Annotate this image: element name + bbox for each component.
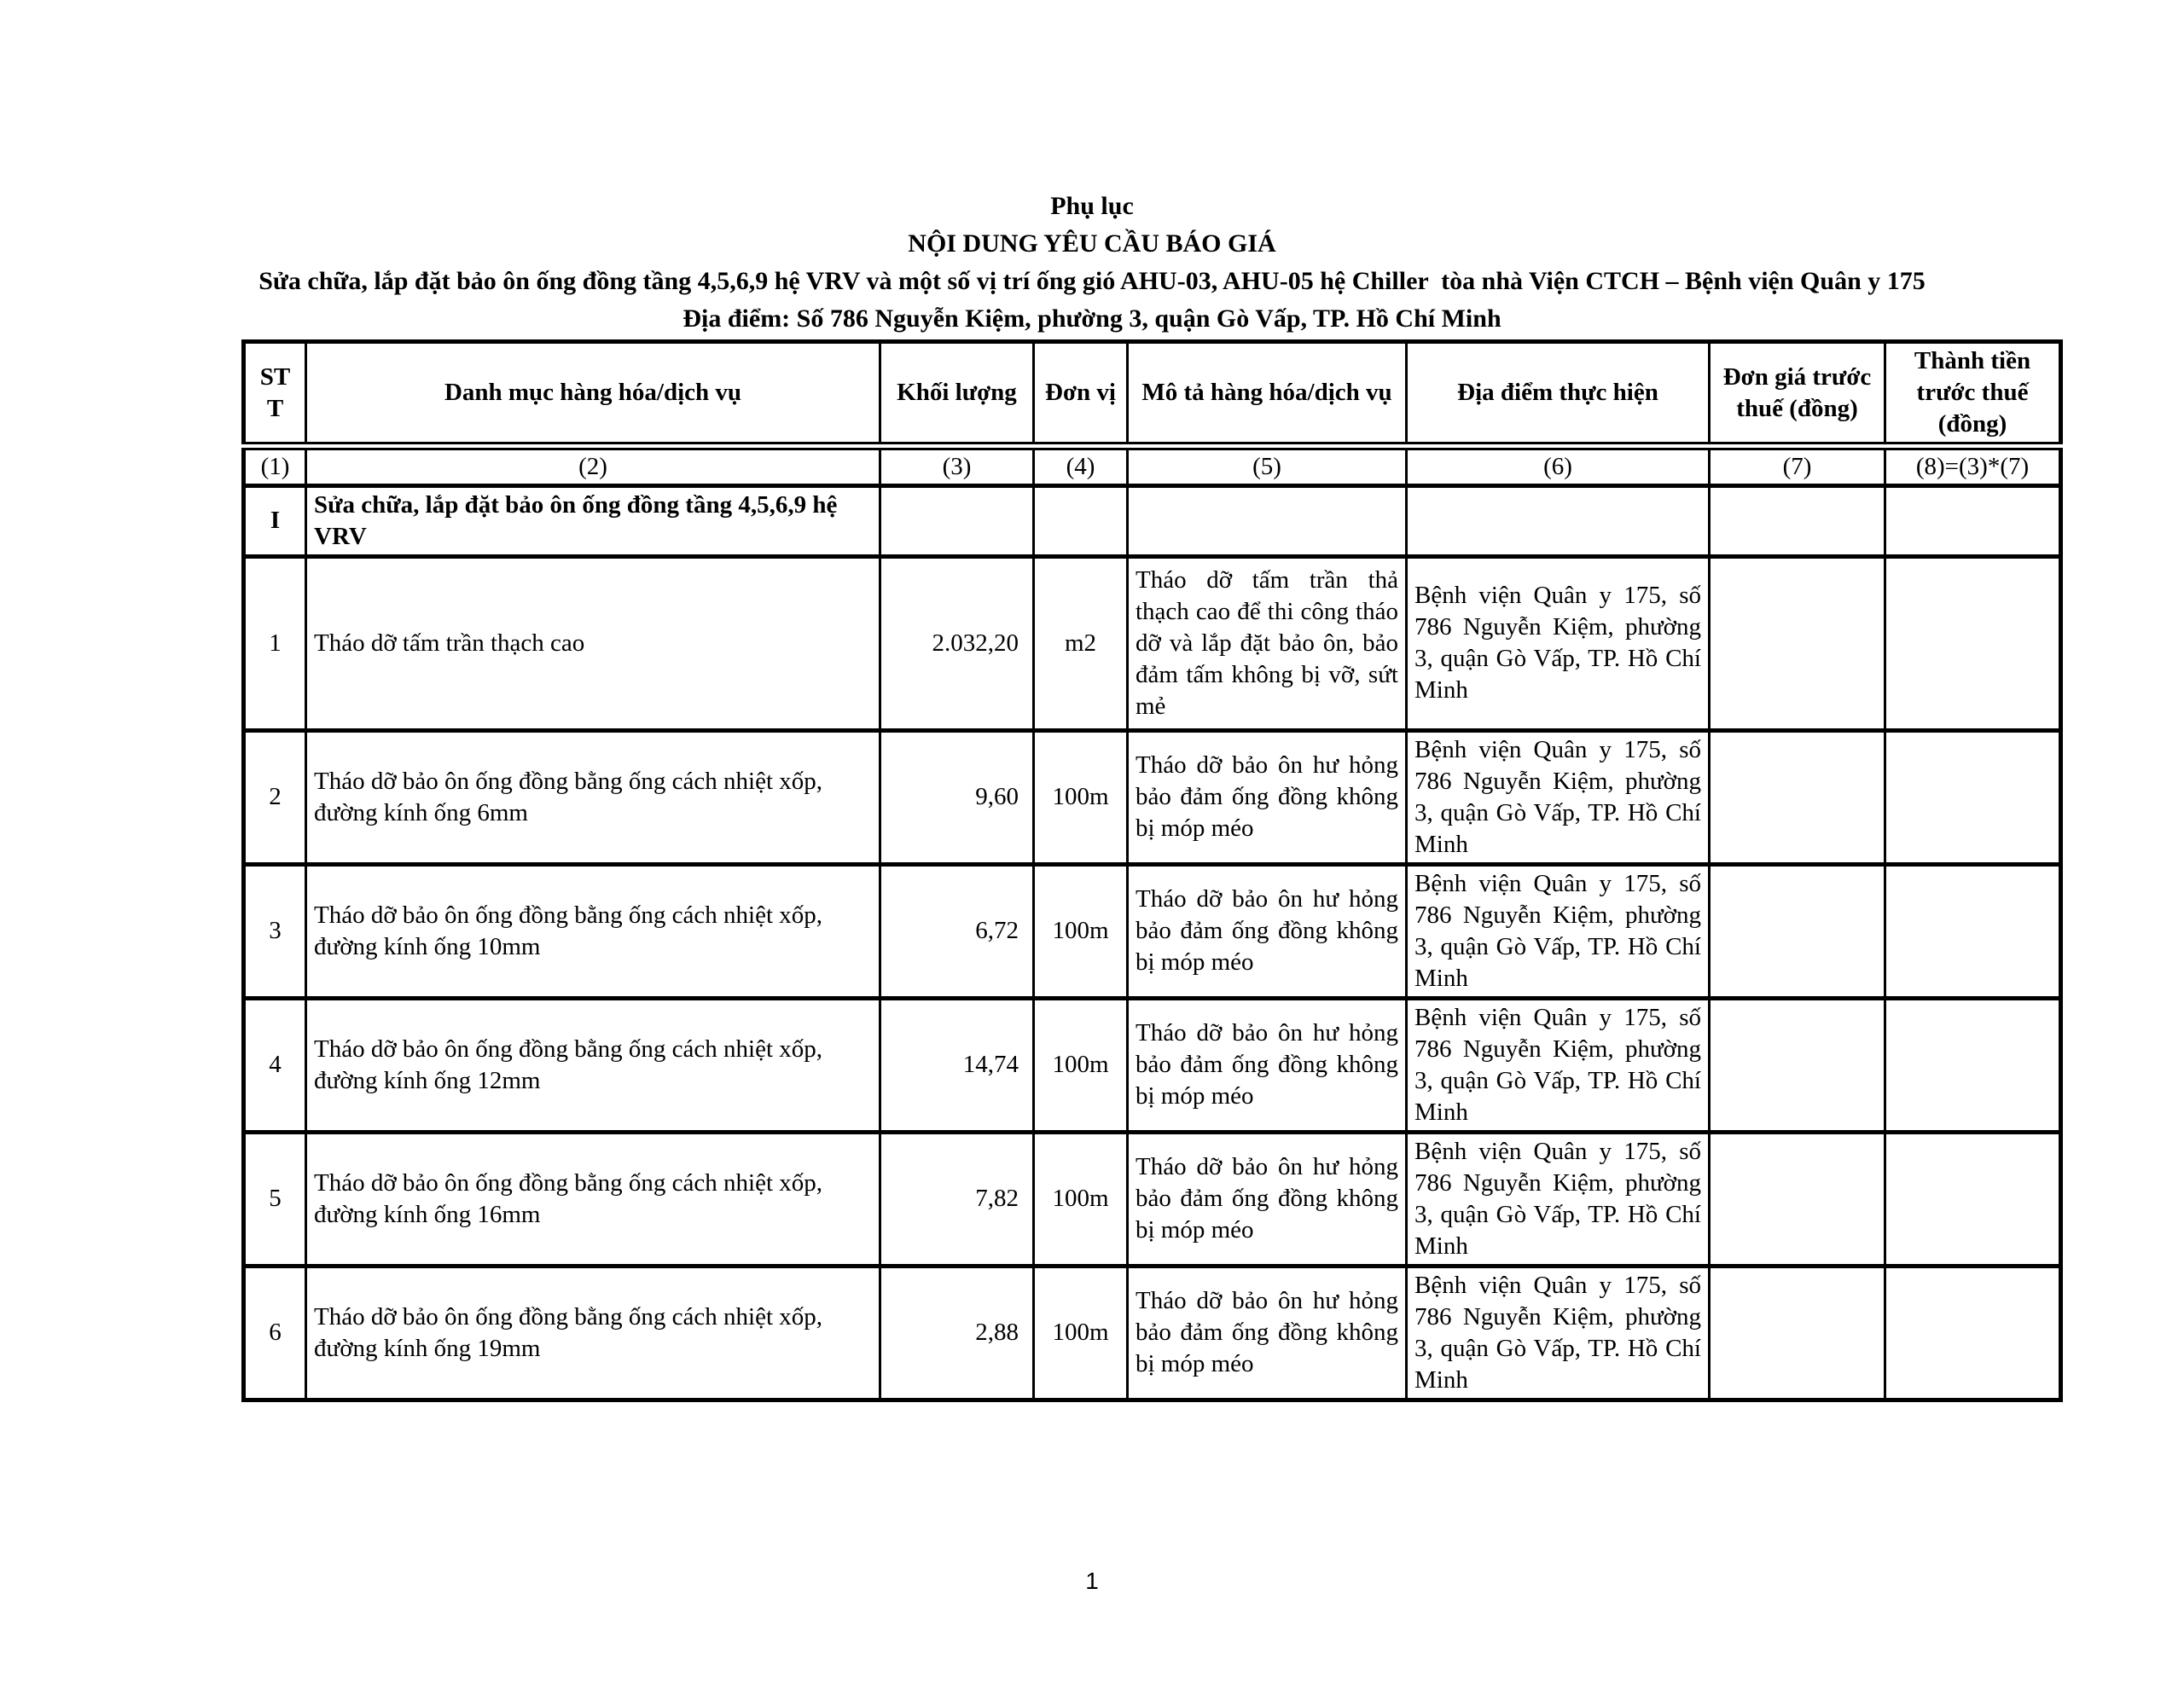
col-number: (5) [1128, 446, 1407, 485]
row-quantity: 2,88 [880, 1266, 1034, 1400]
empty-cell [1885, 485, 2061, 556]
row-unit-price [1710, 556, 1885, 730]
document-title: NỘI DUNG YÊU CẦU BÁO GIÁ [908, 229, 1276, 258]
column-number-row [244, 446, 2061, 485]
row-stt: 5 [244, 1132, 306, 1266]
row-location: Bệnh viện Quân y 175, số 786 Nguyễn Kiệm, phường 3, quận Gò Vấp, TP. Hồ Chí Minh [1407, 1266, 1710, 1400]
section-name: Sửa chữa, lắp đặt bảo ôn ống đồng tầng 4,5,6,9 hệ VRV [306, 485, 880, 556]
empty-cell [880, 485, 1034, 556]
row-unit-price [1710, 1132, 1885, 1266]
row-quantity: 14,74 [880, 998, 1034, 1132]
row-description: Tháo dỡ bảo ôn hư hỏng bảo đảm ống đồng không bị móp méo [1128, 1266, 1407, 1400]
row-description: Tháo dỡ bảo ôn hư hỏng bảo đảm ống đồng không bị móp méo [1128, 998, 1407, 1132]
row-item-name: Tháo dỡ bảo ôn ống đồng bằng ống cách nhiệt xốp, đường kính ống 12mm [306, 998, 880, 1132]
row-total [1885, 730, 2061, 864]
col-header-unit: Đơn vị [1034, 342, 1128, 447]
col-header-description: Mô tả hàng hóa/dịch vụ [1128, 342, 1407, 447]
row-stt: 6 [244, 1266, 306, 1400]
col-header-stt: STT [244, 342, 306, 447]
row-stt: 2 [244, 730, 306, 864]
row-item-name: Tháo dỡ bảo ôn ống đồng bằng ống cách nhiệt xốp, đường kính ống 10mm [306, 864, 880, 998]
row-quantity: 2.032,20 [880, 556, 1034, 730]
header-row [244, 342, 2061, 447]
table-row [244, 1132, 2061, 1266]
appendix-label: Phụ lục [1050, 192, 1134, 220]
col-header-quantity: Khối lượng [880, 342, 1034, 447]
document-location-line: Địa điểm: Số 786 Nguyễn Kiệm, phường 3, quận Gò Vấp, TP. Hồ Chí Minh [682, 304, 1502, 333]
row-description: Tháo dỡ bảo ôn hư hỏng bảo đảm ống đồng không bị móp méo [1128, 864, 1407, 998]
row-item-name: Tháo dỡ bảo ôn ống đồng bằng ống cách nhiệt xốp, đường kính ống 19mm [306, 1266, 880, 1400]
row-unit: 100m [1034, 998, 1128, 1132]
row-unit: m2 [1034, 556, 1128, 730]
table-row [244, 1266, 2061, 1400]
row-location: Bệnh viện Quân y 175, số 786 Nguyễn Kiệm, phường 3, quận Gò Vấp, TP. Hồ Chí Minh [1407, 864, 1710, 998]
row-stt: 3 [244, 864, 306, 998]
row-item-name: Tháo dỡ bảo ôn ống đồng bằng ống cách nhiệt xốp, đường kính ống 16mm [306, 1132, 880, 1266]
row-unit: 100m [1034, 864, 1128, 998]
row-location: Bệnh viện Quân y 175, số 786 Nguyễn Kiệm, phường 3, quận Gò Vấp, TP. Hồ Chí Minh [1407, 556, 1710, 730]
row-total [1885, 556, 2061, 730]
col-number: (3) [880, 446, 1034, 485]
table-row [244, 998, 2061, 1132]
section-stt: I [244, 485, 306, 556]
document-scope-line: Sửa chữa, lắp đặt bảo ôn ống đồng tầng 4,5,6,9 hệ VRV và một số vị trí ống gió AHU-03, AHU-05 hệ Chiller tòa nhà Viện CTCH – Bệnh viện Quân y 175 [258, 267, 1926, 295]
empty-cell [1407, 485, 1710, 556]
row-description: Tháo dỡ bảo ôn hư hỏng bảo đảm ống đồng không bị móp méo [1128, 1132, 1407, 1266]
row-unit-price [1710, 864, 1885, 998]
col-header-unit-price: Đơn giá trước thuế (đồng) [1710, 342, 1885, 447]
empty-cell [1128, 485, 1407, 556]
quotation-table [241, 339, 2063, 1402]
row-unit-price [1710, 1266, 1885, 1400]
col-number: (6) [1407, 446, 1710, 485]
col-header-item: Danh mục hàng hóa/dịch vụ [306, 342, 880, 447]
row-description: Tháo dỡ tấm trần thả thạch cao để thi công tháo dỡ và lắp đặt bảo ôn, bảo đảm tấm không bị vỡ, sứt mẻ [1128, 556, 1407, 730]
row-unit-price [1710, 730, 1885, 864]
col-number: (7) [1710, 446, 1885, 485]
row-description: Tháo dỡ bảo ôn hư hỏng bảo đảm ống đồng không bị móp méo [1128, 730, 1407, 864]
empty-cell [1710, 485, 1885, 556]
table-row [244, 864, 2061, 998]
col-header-total: Thành tiền trước thuế (đồng) [1885, 342, 2061, 447]
row-stt: 4 [244, 998, 306, 1132]
row-quantity: 7,82 [880, 1132, 1034, 1266]
row-location: Bệnh viện Quân y 175, số 786 Nguyễn Kiệm, phường 3, quận Gò Vấp, TP. Hồ Chí Minh [1407, 730, 1710, 864]
row-total [1885, 1266, 2061, 1400]
col-number: (1) [244, 446, 306, 485]
row-total [1885, 998, 2061, 1132]
row-quantity: 6,72 [880, 864, 1034, 998]
col-number: (4) [1034, 446, 1128, 485]
section-row [244, 485, 2061, 556]
col-header-location: Địa điểm thực hiện [1407, 342, 1710, 447]
row-total [1885, 1132, 2061, 1266]
col-number: (2) [306, 446, 880, 485]
row-item-name: Tháo dỡ tấm trần thạch cao [306, 556, 880, 730]
row-unit-price [1710, 998, 1885, 1132]
page-number: 1 [1085, 1568, 1099, 1594]
table-row [244, 556, 2061, 730]
col-number: (8)=(3)*(7) [1885, 446, 2061, 485]
row-location: Bệnh viện Quân y 175, số 786 Nguyễn Kiệm, phường 3, quận Gò Vấp, TP. Hồ Chí Minh [1407, 998, 1710, 1132]
empty-cell [1034, 485, 1128, 556]
document-header [0, 188, 2184, 338]
row-unit: 100m [1034, 730, 1128, 864]
row-quantity: 9,60 [880, 730, 1034, 864]
row-item-name: Tháo dỡ bảo ôn ống đồng bằng ống cách nhiệt xốp, đường kính ống 6mm [306, 730, 880, 864]
table-row [244, 730, 2061, 864]
row-unit: 100m [1034, 1266, 1128, 1400]
row-stt: 1 [244, 556, 306, 730]
row-unit: 100m [1034, 1132, 1128, 1266]
row-total [1885, 864, 2061, 998]
row-location: Bệnh viện Quân y 175, số 786 Nguyễn Kiệm, phường 3, quận Gò Vấp, TP. Hồ Chí Minh [1407, 1132, 1710, 1266]
